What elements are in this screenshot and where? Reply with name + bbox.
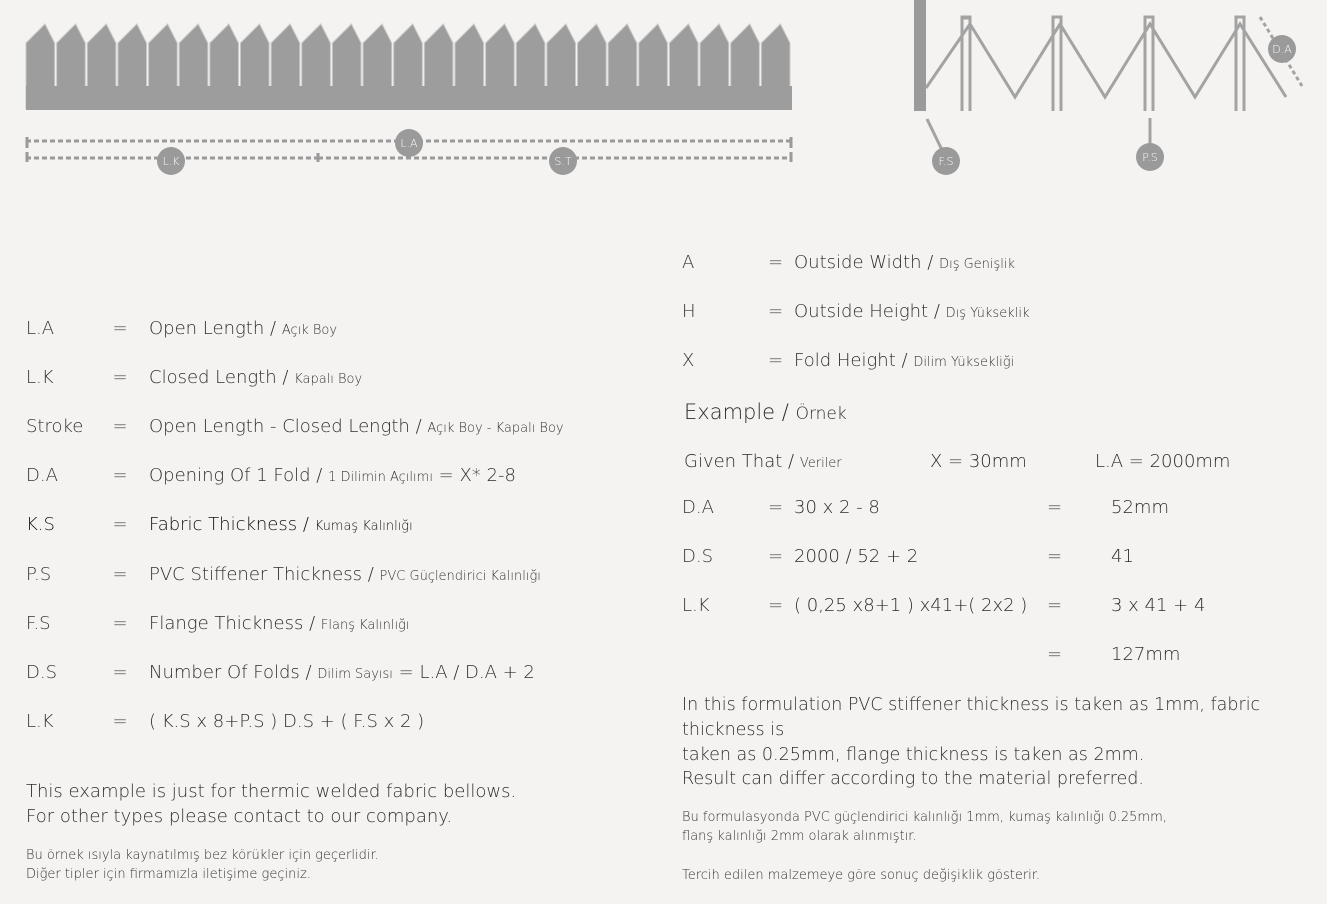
equals-sign: =: [112, 564, 128, 585]
definition-english: Open Length - Closed Length: [149, 416, 410, 437]
definition-symbol: K.S: [26, 514, 55, 535]
calc-expression: 30 x 2 - 8: [794, 497, 880, 518]
calc-result: 3 x 41 + 4: [1111, 595, 1206, 616]
dimension-row: [682, 252, 1015, 273]
example-title-english: Example: [684, 400, 776, 424]
equals-sign: =: [767, 497, 784, 518]
dimension-turkish: Dış Genişlik: [939, 257, 1016, 272]
st-badge: [549, 147, 577, 175]
equals-sign: =: [112, 662, 128, 683]
definition-turkish: Kapalı Boy: [294, 372, 363, 387]
note-turkish: [682, 866, 1040, 885]
given-label-english: Given That: [684, 451, 783, 472]
definition-row: [26, 514, 413, 535]
flange-bar: [914, 0, 926, 111]
fs-badge-label: F.S: [938, 155, 954, 168]
calc-row: [682, 497, 1169, 518]
la-badge: [395, 129, 423, 157]
given-x-value: X = 30mm: [930, 451, 1027, 472]
equals-sign: =: [1046, 546, 1063, 567]
definition-symbol: D.A: [26, 465, 58, 486]
definition-row: [26, 662, 535, 683]
separator: /: [788, 451, 795, 472]
st-badge-label: S.T: [554, 155, 572, 168]
dimension-turkish: Dış Yükseklik: [945, 306, 1030, 321]
note-line: For other types please contact to our company.: [26, 806, 453, 827]
definition-row: [26, 416, 564, 437]
separator: /: [305, 662, 312, 683]
separator: /: [927, 252, 934, 273]
example-heading: [684, 400, 847, 424]
definition-row: [26, 613, 409, 634]
la-badge-label: L.A: [400, 137, 418, 150]
note-english: [682, 767, 1144, 792]
fold-zigzag-line: [926, 24, 1286, 97]
definition-turkish: 1 Dilimin Açılımı: [328, 470, 433, 485]
bellows-section-diagram: [900, 0, 1320, 185]
given-label-turkish: Veriler: [799, 456, 842, 471]
note-line: Bu örnek ısıyla kaynatılmış bez körükler için geçerlidir.: [26, 848, 379, 863]
lk-badge-label: L.K: [162, 155, 180, 168]
separator: /: [282, 367, 289, 388]
calc-symbol: D.S: [682, 546, 714, 567]
equals-sign: =: [112, 514, 128, 535]
definition-turkish: PVC Güçlendirici Kalınlığı: [379, 569, 541, 584]
given-row: [684, 451, 842, 472]
calc-row: [682, 644, 1180, 665]
definition-english: Opening Of 1 Fold: [149, 465, 311, 486]
da-badge-label: D.A: [1272, 43, 1292, 56]
definition-turkish: Açık Boy: [281, 323, 338, 338]
dimension-symbol: A: [682, 252, 695, 273]
dimension-row: [682, 350, 1014, 371]
bellows-closed-diagram: [0, 0, 810, 185]
calc-row: [682, 546, 1134, 567]
note-turkish: [682, 808, 1167, 846]
note-line: taken as 0.25mm, flange thickness is taken as 2mm.: [682, 745, 1145, 765]
stiffener-posts: [962, 17, 1244, 111]
separator: /: [901, 350, 908, 371]
definition-formula: = L.A / D.A + 2: [398, 662, 535, 683]
definition-turkish: Açık Boy - Kapalı Boy: [427, 421, 564, 436]
definition-row: [26, 564, 541, 585]
example-title-turkish: Örnek: [795, 404, 847, 424]
definition-english: Flange Thickness: [149, 613, 304, 634]
definition-english: Open Length: [149, 318, 265, 339]
note-line: In this formulation PVC stiffener thickness is taken as 1mm, fabric thickness is: [682, 695, 1261, 740]
note-line: Bu formulasyonda PVC güçlendirici kalınlığı 1mm, kumaş kalınlığı 0.25mm,: [682, 810, 1167, 825]
definition-row: [26, 711, 424, 732]
separator: /: [270, 318, 277, 339]
calc-result: 41: [1111, 546, 1134, 567]
definition-symbol: Stroke: [26, 416, 84, 437]
definition-turkish: Flanş Kalınlığı: [320, 618, 410, 633]
definition-english: Fabric Thickness: [149, 514, 298, 535]
equals-sign: =: [1046, 595, 1063, 616]
definition-symbol: L.K: [26, 711, 54, 732]
calc-expression: ( 0,25 x8+1 ) x41+( 2x2 ): [794, 595, 1028, 616]
dimension-row: [682, 301, 1029, 322]
definition-symbol: L.K: [26, 367, 54, 388]
definition-formula: ( K.S x 8+P.S ) D.S + ( F.S x 2 ): [149, 711, 425, 732]
dimension-english: Fold Height: [794, 350, 896, 371]
definition-symbol: D.S: [26, 662, 58, 683]
equals-sign: =: [112, 465, 128, 486]
note-english: [26, 779, 516, 829]
definition-row: [26, 318, 337, 339]
fs-leader-line: [927, 119, 942, 150]
definition-turkish: Kumaş Kalınlığı: [314, 519, 413, 534]
equals-sign: =: [767, 595, 784, 616]
bellows-base: [26, 86, 792, 110]
given-la-value: L.A = 2000mm: [1095, 451, 1231, 472]
dimension-english: Outside Width: [794, 252, 922, 273]
note-turkish: [26, 846, 379, 884]
definition-symbol: L.A: [26, 318, 55, 339]
calc-row: [682, 595, 1205, 616]
note-english: [682, 693, 1327, 768]
equals-sign: =: [112, 367, 128, 388]
note-line: Result can differ according to the material preferred.: [682, 769, 1144, 789]
calc-result: 127mm: [1111, 644, 1181, 665]
separator: /: [309, 613, 316, 634]
fs-badge: [932, 147, 960, 175]
bellows-fins: [26, 24, 792, 110]
dimension-symbol: H: [682, 301, 696, 322]
separator: /: [302, 514, 309, 535]
dimension-english: Outside Height: [794, 301, 929, 322]
equals-sign: =: [1046, 497, 1063, 518]
note-line: Diğer tipler için firmamızla iletişime geçiniz.: [26, 867, 311, 882]
dimension-symbol: X: [682, 350, 695, 371]
separator: /: [781, 400, 789, 424]
equals-sign: =: [767, 252, 784, 273]
separator: /: [415, 416, 422, 437]
definition-symbol: F.S: [26, 613, 51, 634]
definition-english: Closed Length: [149, 367, 277, 388]
equals-sign: =: [767, 301, 784, 322]
calc-symbol: D.A: [682, 497, 714, 518]
note-line: Tercih edilen malzemeye göre sonuç değişiklik gösterir.: [682, 868, 1041, 883]
definition-row: [26, 465, 516, 486]
definition-turkish: Dilim Sayısı: [317, 667, 393, 682]
calc-result: 52mm: [1111, 497, 1169, 518]
lk-badge: [157, 147, 185, 175]
da-badge: [1268, 35, 1296, 63]
definition-english: PVC Stiffener Thickness: [149, 564, 362, 585]
equals-sign: =: [767, 350, 784, 371]
calc-expression: 2000 / 52 + 2: [794, 546, 919, 567]
separator: /: [933, 301, 940, 322]
ps-badge-label: P.S: [1142, 151, 1158, 164]
separator: /: [316, 465, 323, 486]
definition-row: [26, 367, 362, 388]
definition-english: Number Of Folds: [149, 662, 300, 683]
definition-formula: = X* 2-8: [438, 465, 516, 486]
equals-sign: =: [112, 318, 128, 339]
ps-badge: [1136, 143, 1164, 171]
equals-sign: =: [1046, 644, 1063, 665]
dimension-turkish: Dilim Yüksekliği: [913, 355, 1015, 370]
definition-symbol: P.S: [26, 564, 52, 585]
separator: /: [367, 564, 374, 585]
calc-symbol: L.K: [682, 595, 710, 616]
note-line: flanş kalınlığı 2mm olarak alınmıştır.: [682, 829, 917, 844]
note-line: This example is just for thermic welded fabric bellows.: [26, 781, 517, 802]
equals-sign: =: [112, 416, 128, 437]
equals-sign: =: [112, 711, 128, 732]
equals-sign: =: [112, 613, 128, 634]
equals-sign: =: [767, 546, 784, 567]
